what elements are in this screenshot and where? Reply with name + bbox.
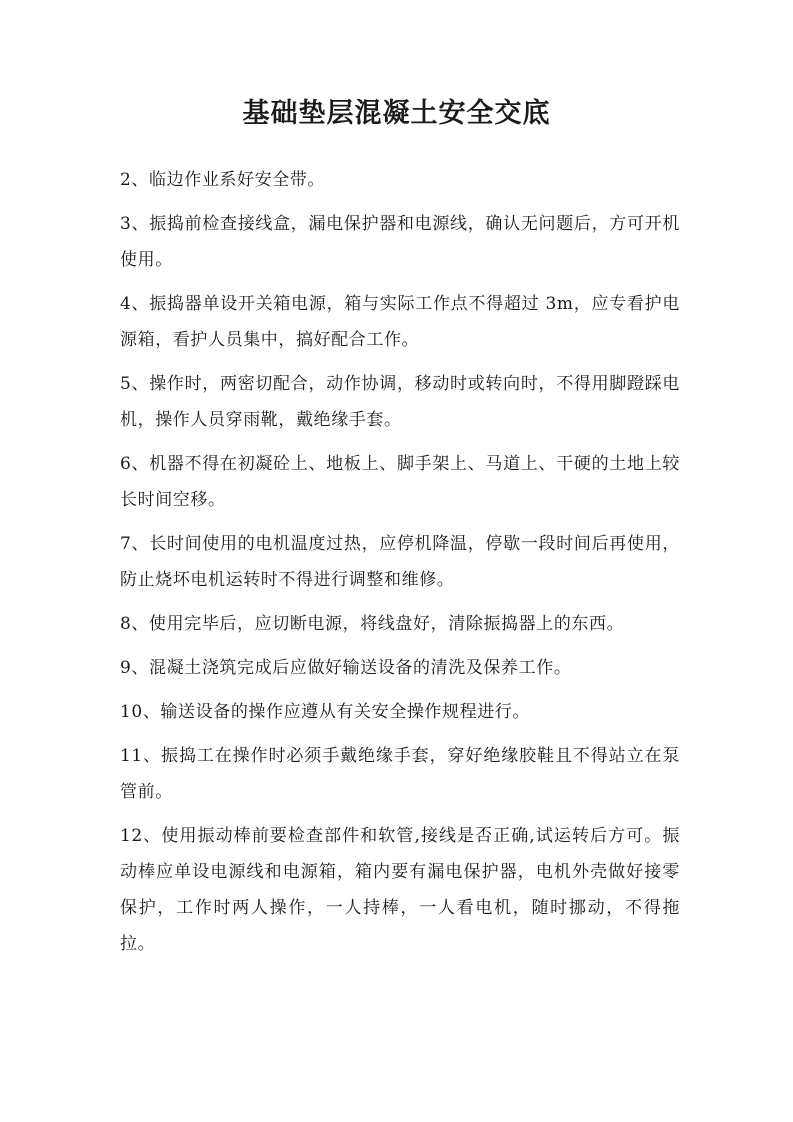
paragraph-item-10: 10、输送设备的操作应遵从有关安全操作规程进行。 — [120, 702, 531, 722]
paragraph-item-7: 7、长时间使用的电机温度过热，应停机降温，停歇一段时间后再使用，防止烧坏电机运转时不得进行调整和维修。 — [120, 534, 680, 590]
document-title: 基础垫层混凝土安全交底 — [242, 98, 551, 129]
paragraph-item-3: 3、振捣前检查接线盒，漏电保护器和电源线，确认无问题后，方可开机使用。 — [120, 214, 680, 270]
paragraph-item-4: 4、振捣器单设开关箱电源，箱与实际工作点不得超过 3m，应专看护电源箱，看护人员集中，搞好配合工作。 — [120, 294, 680, 350]
paragraph-item-12: 12、使用振动棒前要检查部件和软管,接线是否正确,试运转后方可。振动棒应单设电源线和电源箱，箱内要有漏电保护器，电机外壳做好接零保护，工作时两人操作，一人持棒，一人看电机，随时挪动，不得拖拉。 — [120, 826, 680, 954]
paragraph-item-11: 11、振捣工在操作时必须手戴绝缘手套，穿好绝缘胶鞋且不得站立在泵管前。 — [120, 746, 680, 802]
document-body — [120, 162, 680, 970]
paragraph-item-5: 5、操作时，两密切配合，动作协调，移动时或转向时，不得用脚蹬踩电机，操作人员穿雨靴，戴绝缘手套。 — [120, 374, 680, 430]
paragraph-item-9: 9、混凝土浇筑完成后应做好输送设备的清洗及保养工作。 — [120, 658, 572, 678]
paragraph-item-6: 6、机器不得在初凝砼上、地板上、脚手架上、马道上、干硬的土地上较长时间空移。 — [120, 454, 680, 510]
paragraph-item-8: 8、使用完毕后，应切断电源，将线盘好，清除振捣器上的东西。 — [120, 614, 625, 634]
paragraph-item-2: 2、临边作业系好安全带。 — [120, 170, 326, 190]
